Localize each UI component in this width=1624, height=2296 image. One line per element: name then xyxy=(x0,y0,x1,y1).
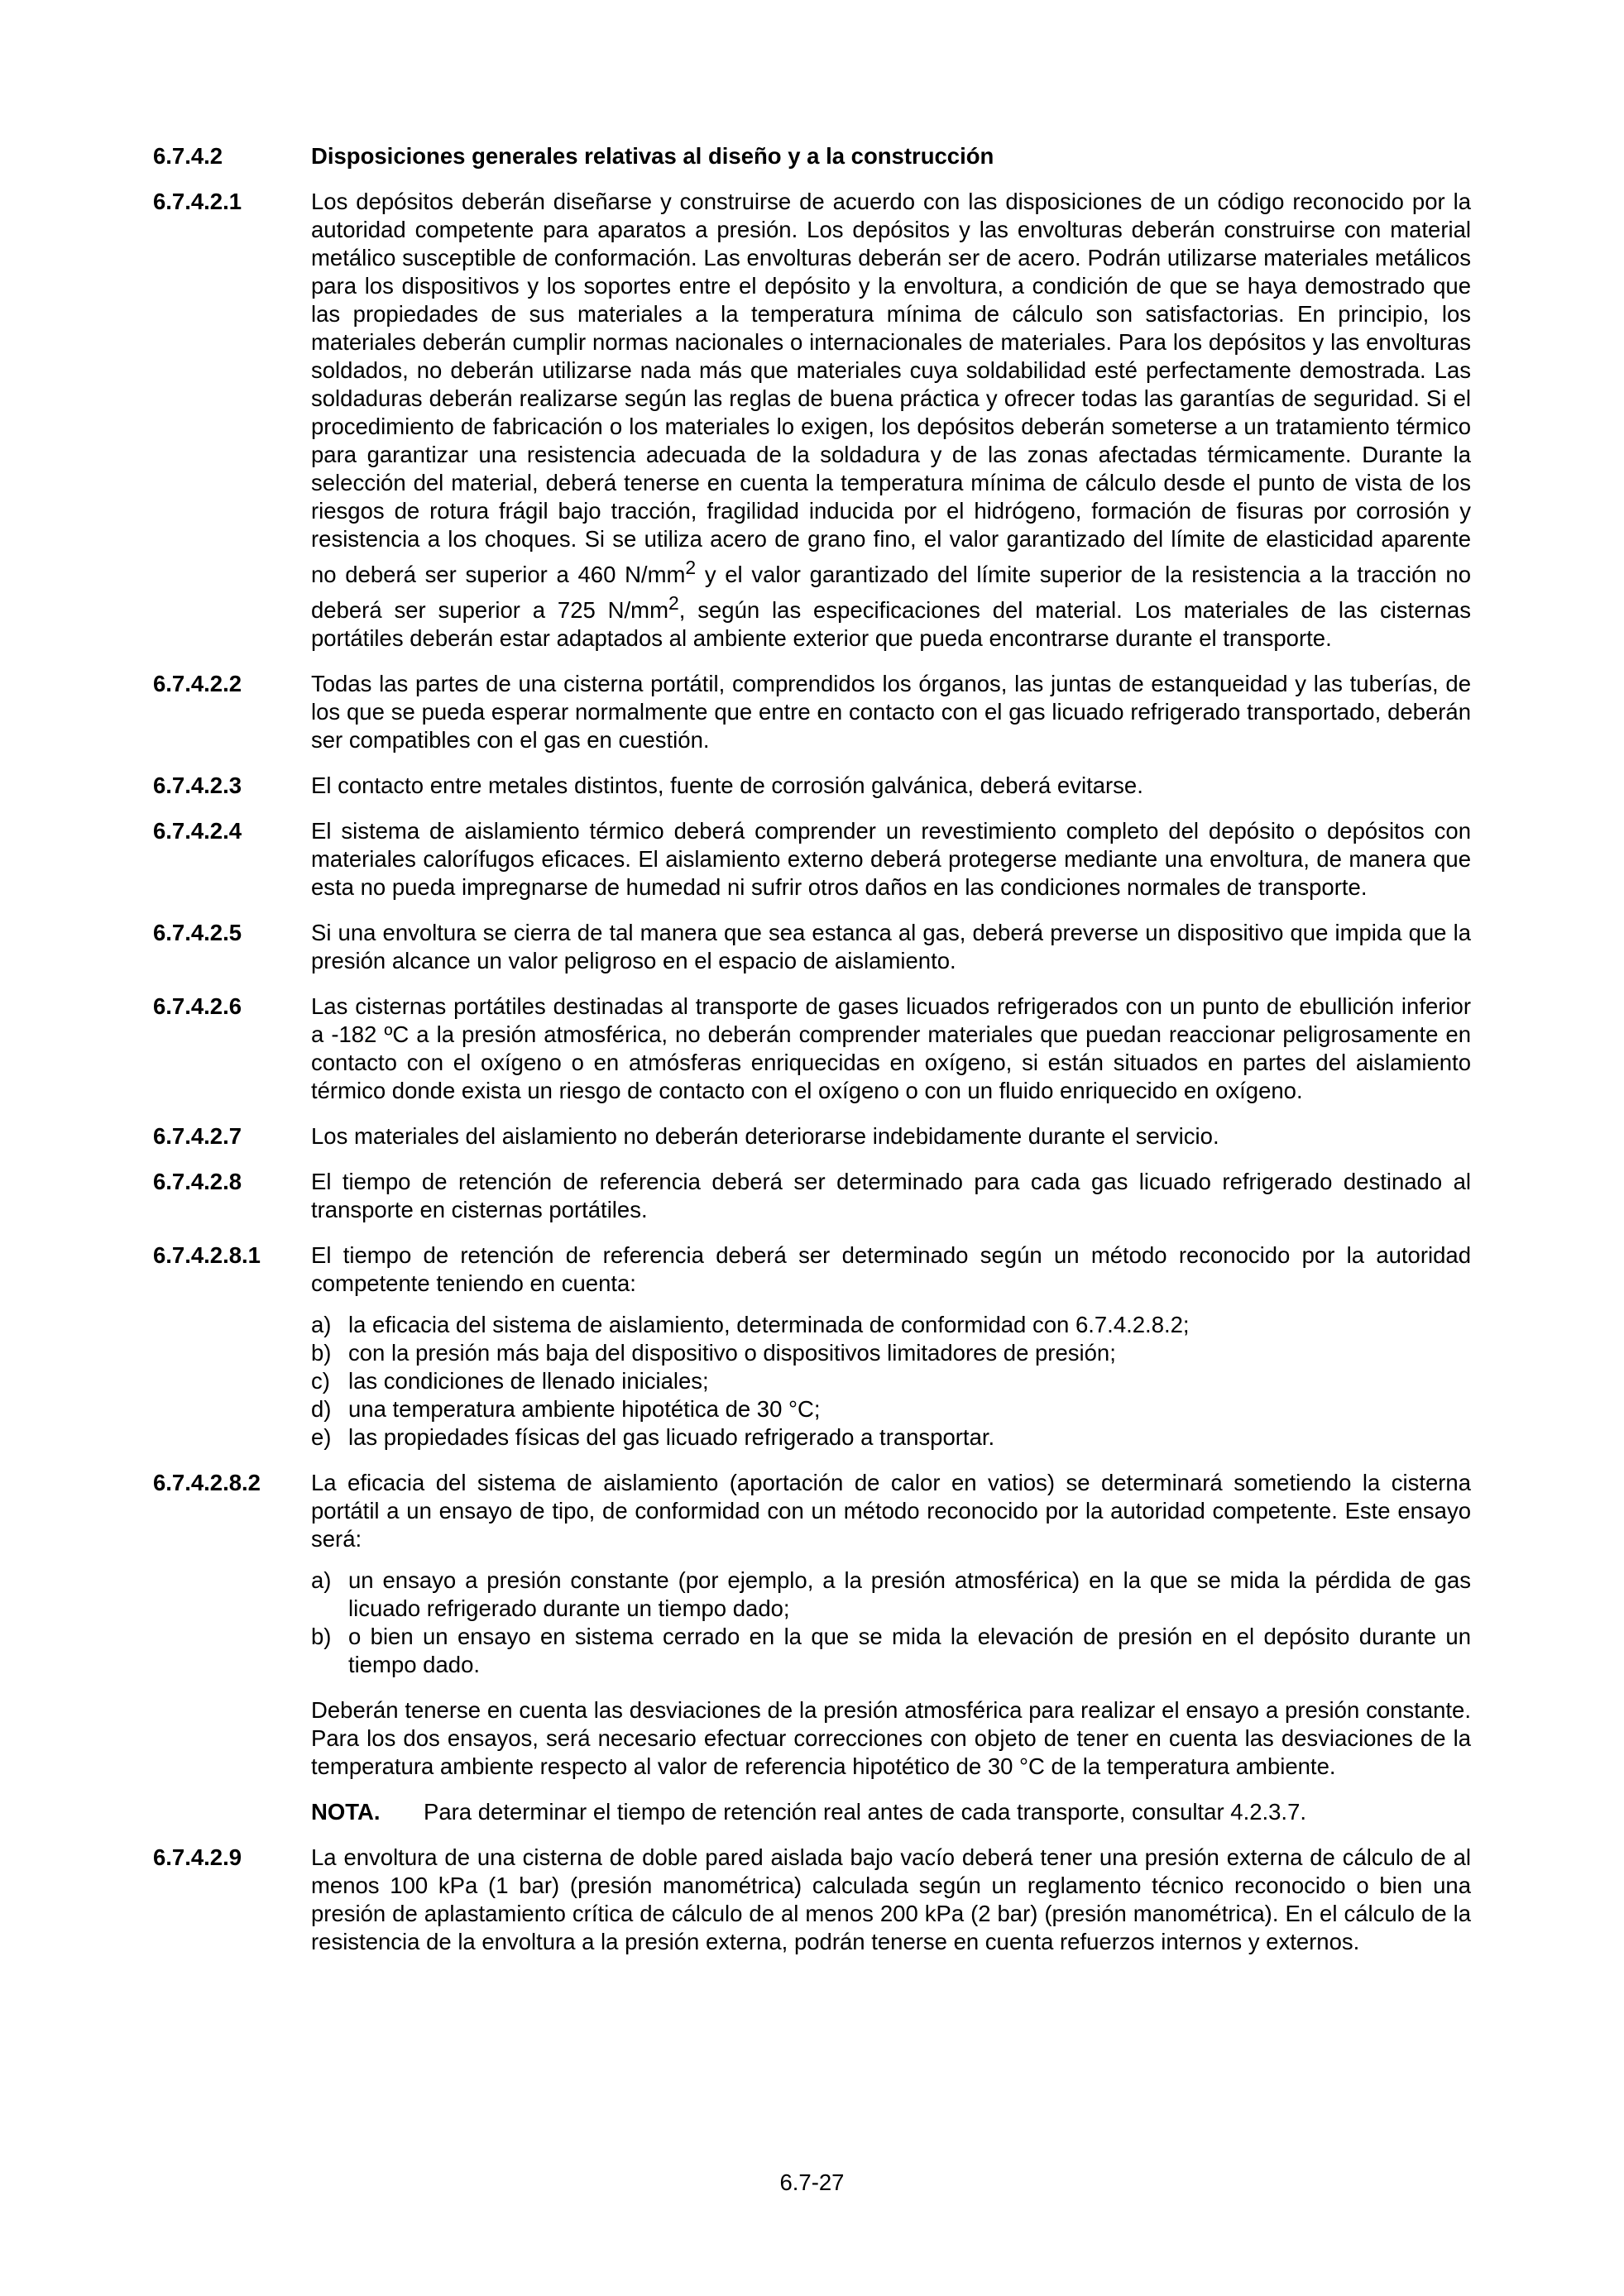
paragraph-6-7-4-2-3 xyxy=(153,772,1471,800)
paragraph-number: 6.7.4.2.8 xyxy=(153,1169,242,1195)
list-text: las propiedades físicas del gas licuado refrigerado a transportar. xyxy=(348,1424,995,1451)
paragraph-text: El contacto entre metales distintos, fuente de corrosión galvánica, deberá evitarse. xyxy=(311,773,1143,799)
list-letter: c) xyxy=(311,1368,330,1394)
paragraph-6-7-4-2-8-2 xyxy=(153,1469,1471,1826)
paragraph-number: 6.7.4.2.8.2 xyxy=(153,1470,261,1496)
section-heading xyxy=(153,142,1471,170)
page-number: 6.7-27 xyxy=(779,2169,845,2195)
paragraph-6-7-4-2-5 xyxy=(153,919,1471,975)
paragraph-text: El tiempo de retención de referencia deberá ser determinado para cada gas licuado refrigerado destinado al transporte en cisternas portátiles. xyxy=(311,1169,1471,1223)
test-list xyxy=(311,1567,1471,1679)
list-item xyxy=(311,1567,1471,1623)
paragraph-6-7-4-2-2 xyxy=(153,670,1471,754)
paragraph-text xyxy=(311,188,1471,653)
paragraph-text: Las cisternas portátiles destinadas al transporte de gases licuados refrigerados con un punto de ebullición inferior a -182 ºC a la presión atmosférica, no deberán comprender materiales que puedan reaccionar peligrosamente en contacto con el oxígeno o en atmósferas enriquecidas en oxígeno, si están situados en partes del aislamiento térmico donde exista un riesgo de contacto con el oxígeno o con un fluido enriquecido en oxígeno. xyxy=(311,993,1471,1104)
list-item xyxy=(311,1623,1471,1679)
paragraph-number: 6.7.4.2.6 xyxy=(153,993,242,1020)
paragraph-number: 6.7.4.2.2 xyxy=(153,671,242,697)
note-text: Para determinar el tiempo de retención real antes de cada transporte, consultar 4.2.3.7. xyxy=(424,1799,1307,1825)
paragraph-6-7-4-2-7 xyxy=(153,1122,1471,1150)
paragraph-number: 6.7.4.2.7 xyxy=(153,1123,242,1150)
list-item xyxy=(311,1311,1471,1339)
list-letter: d) xyxy=(311,1396,332,1423)
paragraph-number: 6.7.4.2.1 xyxy=(153,189,242,214)
list-text: las condiciones de llenado iniciales; xyxy=(348,1368,709,1394)
paragraph-text: La eficacia del sistema de aislamiento (aportación de calor en vatios) se determinará sometiendo la cisterna portátil a un ensayo de tipo, de conformidad con un método reconocido por la autoridad competente. Este ensayo será: xyxy=(311,1470,1471,1552)
list-letter: e) xyxy=(311,1424,332,1451)
list-text: la eficacia del sistema de aislamiento, determinada de conformidad con 6.7.4.2.8.2; xyxy=(348,1312,1190,1338)
list-text: o bien un ensayo en sistema cerrado en la que se mida la elevación de presión en el depósito durante un tiempo dado. xyxy=(348,1624,1471,1678)
paragraph-text: El sistema de aislamiento térmico deberá comprender un revestimiento completo del depósito o depósitos con materiales calorífugos eficaces. El aislamiento externo deberá protegerse mediante una envoltura, de manera que esta no pueda impregnarse de humedad ni sufrir otros daños en las condiciones normales de transporte. xyxy=(311,818,1471,901)
list-item xyxy=(311,1339,1471,1367)
paragraph-6-7-4-2-6 xyxy=(153,993,1471,1105)
paragraph-6-7-4-2-9 xyxy=(153,1844,1471,1956)
paragraph-text: Los materiales del aislamiento no deberán deteriorarse indebidamente durante el servicio. xyxy=(311,1123,1219,1150)
paragraph-number: 6.7.4.2.4 xyxy=(153,818,242,844)
paragraph-6-7-4-2-1 xyxy=(153,188,1471,653)
paragraph-body xyxy=(311,1241,1471,1452)
paragraph-text: El tiempo de retención de referencia deberá ser determinado según un método reconocido por la autoridad competente teniendo en cuenta: xyxy=(311,1242,1471,1297)
list-letter: a) xyxy=(311,1312,332,1338)
list-text: una temperatura ambiente hipotética de 30 °C; xyxy=(348,1396,821,1423)
paragraph-number: 6.7.4.2.8.1 xyxy=(153,1242,261,1269)
paragraph-text-continued: Deberán tenerse en cuenta las desviaciones de la presión atmosférica para realizar el ensayo a presión constante. Para los dos ensayos, será necesario efectuar correcciones con objeto de tener en cuenta las desviaciones de la temperatura ambiente respecto al valor de referencia hipotético de 30 °C de la temperatura ambiente. xyxy=(311,1697,1471,1780)
criteria-list xyxy=(311,1311,1471,1452)
text-part: y el valor garantizado del límite superior de la resistencia a la tracción no deberá ser superior a 725 N/mm xyxy=(311,562,1471,624)
note xyxy=(311,1798,1471,1826)
paragraph-number: 6.7.4.2.9 xyxy=(153,1844,242,1871)
list-text: un ensayo a presión constante (por ejemplo, a la presión atmosférica) en la que se mida la pérdida de gas licuado refrigerado durante un tiempo dado; xyxy=(348,1567,1471,1622)
paragraph-6-7-4-2-8-1 xyxy=(153,1241,1471,1452)
document-page xyxy=(153,142,1471,1973)
superscript: 2 xyxy=(668,592,679,615)
paragraph-6-7-4-2-8 xyxy=(153,1168,1471,1224)
section-title: Disposiciones generales relativas al diseño y a la construcción xyxy=(311,143,994,169)
list-item xyxy=(311,1367,1471,1395)
paragraph-6-7-4-2-4 xyxy=(153,817,1471,902)
list-item xyxy=(311,1395,1471,1423)
paragraph-text: Todas las partes de una cisterna portátil, comprendidos los órganos, las juntas de estanqueidad y las tuberías, de los que se pueda esperar normalmente que entre en contacto con el gas licuado refrigerado transportado, deberán ser compatibles con el gas en cuestión. xyxy=(311,671,1471,753)
superscript: 2 xyxy=(685,557,697,578)
list-text: con la presión más baja del dispositivo o dispositivos limitadores de presión; xyxy=(348,1340,1116,1366)
paragraph-number: 6.7.4.2.3 xyxy=(153,773,242,799)
text-part: , según las especificaciones del material. Los materiales de las cisternas portátiles deberán estar adaptados al ambiente exterior que pueda encontrarse durante el transporte. xyxy=(311,597,1471,652)
paragraph-number: 6.7.4.2.5 xyxy=(153,920,242,946)
text-part: Los depósitos deberán diseñarse y construirse de acuerdo con las disposiciones de un código reconocido por la autoridad competente para aparatos a presión. Los depósitos y las envolturas deberán construirse con material metálico susceptible de conformación. Las envolturas deberán ser de acero. Podrán utilizarse materiales metálicos para los dispositivos y los soportes entre el depósito y la envoltura, a condición de que se haya demostrado que las propiedades de sus materiales a la temperatura mínima de cálculo son satisfactorias. En principio, los materiales deberán cumplir normas nacionales o internacionales de materiales. Para los depósitos y las envolturas soldados, no deberán utilizarse nada más que materiales cuya soldabilidad esté perfectamente demostrada. Las soldaduras deberán realizarse según las reglas de buena práctica y ofrecer todas las garantías de seguridad. Si el procedimiento de fabricación o los materiales lo exigen, los depósitos deberán someterse a un tratamiento térmico para garantizar una resistencia adecuada de la soldadura y de las zonas afectadas térmicamente. Durante la selección del material, deberá tenerse en cuenta la temperatura mínima de cálculo desde el punto de vista de los riesgos de rotura frágil bajo tracción, fragilidad inducida por el hidrógeno, formación de fisuras por corrosión y resistencia a los choques. Si se utiliza acero de grano fino, el valor garantizado del límite de elasticidad aparente no deberá ser superior a 460 N/mm xyxy=(311,189,1471,588)
paragraph-text: Si una envoltura se cierra de tal manera que sea estanca al gas, deberá preverse un dispositivo que impida que la presión alcance un valor peligroso en el espacio de aislamiento. xyxy=(311,920,1471,974)
section-number: 6.7.4.2 xyxy=(153,143,223,169)
list-letter: a) xyxy=(311,1567,332,1594)
list-item xyxy=(311,1423,1471,1452)
paragraph-text: La envoltura de una cisterna de doble pared aislada bajo vacío deberá tener una presión externa de cálculo de al menos 100 kPa (1 bar) (presión manométrica) calculada según un reglamento técnico reconocido o bien una presión de aplastamiento crítica de cálculo de al menos 200 kPa (2 bar) (presión manométrica). En el cálculo de la resistencia de la envoltura a la presión externa, podrán tenerse en cuenta refuerzos internos y externos. xyxy=(311,1844,1471,1955)
note-label: NOTA. xyxy=(311,1799,381,1825)
paragraph-body xyxy=(311,1469,1471,1826)
list-letter: b) xyxy=(311,1624,332,1650)
list-letter: b) xyxy=(311,1340,332,1366)
